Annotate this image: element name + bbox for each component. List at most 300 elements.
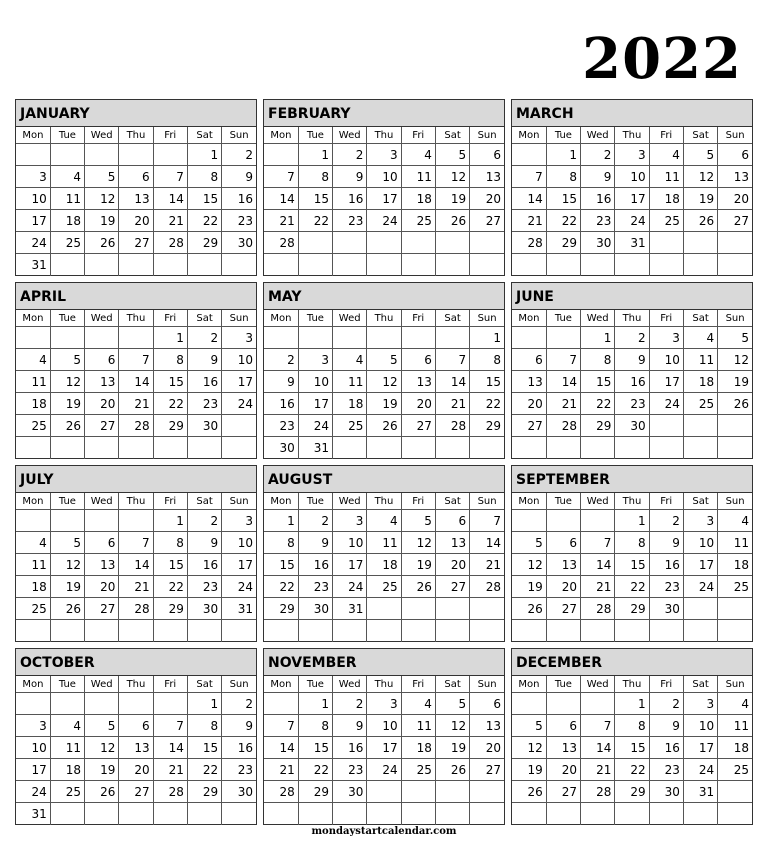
week-row	[264, 554, 504, 576]
day-cell	[187, 254, 221, 276]
day-cell: 31	[16, 803, 50, 825]
day-cell: 14	[512, 188, 546, 210]
week-row	[16, 510, 256, 532]
day-cell	[153, 620, 187, 642]
week-row	[264, 210, 504, 232]
week-row	[512, 598, 752, 620]
month-name: DECEMBER	[512, 649, 752, 676]
week-row	[264, 781, 504, 803]
day-cell: 17	[333, 554, 367, 576]
weekday-header-row	[16, 676, 256, 693]
day-cell: 10	[367, 715, 401, 737]
day-cell: 9	[581, 166, 615, 188]
month-table	[512, 493, 752, 642]
day-cell: 12	[683, 166, 717, 188]
day-cell: 22	[546, 210, 580, 232]
day-cell: 6	[718, 144, 752, 166]
weekday-label: Tue	[546, 310, 580, 327]
weekday-label: Tue	[298, 127, 332, 144]
day-cell: 22	[298, 759, 332, 781]
day-cell: 26	[50, 415, 84, 437]
day-cell: 19	[50, 393, 84, 415]
day-cell: 21	[153, 759, 187, 781]
day-cell: 17	[16, 759, 50, 781]
weekday-label: Mon	[16, 493, 50, 510]
day-cell: 30	[581, 232, 615, 254]
day-cell	[401, 327, 435, 349]
day-cell: 8	[546, 166, 580, 188]
week-row	[512, 693, 752, 715]
day-cell	[50, 803, 84, 825]
day-cell	[367, 327, 401, 349]
day-cell: 23	[187, 393, 221, 415]
week-row	[512, 532, 752, 554]
day-cell: 13	[512, 371, 546, 393]
day-cell: 4	[718, 510, 752, 532]
day-cell: 28	[581, 781, 615, 803]
weekday-label: Tue	[546, 127, 580, 144]
day-cell: 17	[649, 371, 683, 393]
week-row	[16, 371, 256, 393]
weekday-label: Thu	[367, 127, 401, 144]
day-cell: 14	[153, 188, 187, 210]
day-cell: 28	[470, 576, 504, 598]
month-table	[512, 676, 752, 825]
day-cell	[153, 437, 187, 459]
week-row	[264, 737, 504, 759]
day-cell	[119, 620, 153, 642]
week-row	[512, 415, 752, 437]
week-row	[264, 166, 504, 188]
day-cell	[153, 254, 187, 276]
day-cell: 20	[718, 188, 752, 210]
day-cell: 22	[615, 576, 649, 598]
day-cell	[649, 232, 683, 254]
day-cell	[401, 254, 435, 276]
day-cell: 5	[512, 715, 546, 737]
day-cell: 21	[119, 393, 153, 415]
month-table	[512, 310, 752, 459]
day-cell: 20	[546, 576, 580, 598]
month-name: JULY	[16, 466, 256, 493]
day-cell	[85, 620, 119, 642]
weekday-label: Fri	[649, 127, 683, 144]
week-row	[16, 737, 256, 759]
week-row	[512, 576, 752, 598]
day-cell: 18	[718, 554, 752, 576]
weekday-label: Tue	[50, 127, 84, 144]
day-cell: 3	[367, 693, 401, 715]
day-cell	[435, 232, 469, 254]
day-cell: 11	[683, 349, 717, 371]
day-cell	[333, 620, 367, 642]
day-cell: 18	[367, 554, 401, 576]
day-cell	[85, 144, 119, 166]
day-cell: 22	[615, 759, 649, 781]
weekday-label: Thu	[119, 493, 153, 510]
weekday-label: Sun	[470, 493, 504, 510]
week-row	[264, 232, 504, 254]
week-row	[16, 437, 256, 459]
day-cell: 19	[85, 210, 119, 232]
weekday-label: Fri	[649, 676, 683, 693]
day-cell	[718, 415, 752, 437]
day-cell: 16	[264, 393, 298, 415]
week-row	[264, 759, 504, 781]
day-cell: 1	[153, 327, 187, 349]
day-cell: 29	[470, 415, 504, 437]
day-cell: 19	[512, 759, 546, 781]
weekday-label: Wed	[333, 676, 367, 693]
day-cell: 17	[683, 554, 717, 576]
day-cell: 20	[546, 759, 580, 781]
day-cell	[367, 620, 401, 642]
weekday-label: Sat	[683, 493, 717, 510]
day-cell	[718, 620, 752, 642]
day-cell: 24	[298, 415, 332, 437]
weekday-header-row	[512, 127, 752, 144]
weekday-label: Mon	[16, 310, 50, 327]
day-cell	[16, 510, 50, 532]
day-cell: 6	[546, 715, 580, 737]
day-cell: 18	[50, 210, 84, 232]
day-cell: 4	[683, 327, 717, 349]
day-cell: 5	[435, 693, 469, 715]
day-cell: 2	[187, 327, 221, 349]
day-cell	[298, 803, 332, 825]
day-cell: 16	[222, 737, 256, 759]
day-cell: 24	[222, 576, 256, 598]
day-cell	[264, 144, 298, 166]
day-cell	[546, 327, 580, 349]
day-cell	[85, 327, 119, 349]
day-cell	[119, 510, 153, 532]
weekday-header-row	[16, 493, 256, 510]
day-cell: 23	[649, 576, 683, 598]
day-cell: 7	[470, 510, 504, 532]
week-row	[512, 166, 752, 188]
month-table	[16, 310, 256, 459]
day-cell: 30	[615, 415, 649, 437]
day-cell	[153, 693, 187, 715]
day-cell: 1	[581, 327, 615, 349]
day-cell: 10	[16, 737, 50, 759]
day-cell: 27	[546, 598, 580, 620]
day-cell	[333, 803, 367, 825]
weekday-label: Sun	[222, 310, 256, 327]
weekday-label: Sun	[222, 127, 256, 144]
day-cell: 30	[187, 415, 221, 437]
day-cell: 5	[683, 144, 717, 166]
day-cell	[546, 803, 580, 825]
weekday-header-row	[264, 676, 504, 693]
day-cell: 28	[581, 598, 615, 620]
day-cell: 20	[512, 393, 546, 415]
day-cell: 2	[298, 510, 332, 532]
day-cell: 2	[222, 144, 256, 166]
weekday-label: Mon	[512, 676, 546, 693]
day-cell: 12	[85, 188, 119, 210]
day-cell: 23	[333, 759, 367, 781]
day-cell	[581, 254, 615, 276]
day-cell: 1	[298, 144, 332, 166]
day-cell: 25	[718, 576, 752, 598]
week-row	[512, 188, 752, 210]
day-cell: 11	[16, 371, 50, 393]
day-cell: 23	[264, 415, 298, 437]
day-cell: 18	[683, 371, 717, 393]
day-cell: 28	[153, 781, 187, 803]
day-cell: 14	[546, 371, 580, 393]
day-cell: 29	[153, 598, 187, 620]
week-row	[264, 715, 504, 737]
week-row	[512, 759, 752, 781]
week-row	[264, 393, 504, 415]
day-cell: 15	[546, 188, 580, 210]
day-cell: 11	[401, 715, 435, 737]
month-table	[512, 127, 752, 276]
day-cell: 9	[222, 166, 256, 188]
day-cell	[333, 437, 367, 459]
day-cell	[649, 620, 683, 642]
day-cell	[298, 620, 332, 642]
month-april	[15, 282, 257, 459]
day-cell: 30	[222, 232, 256, 254]
day-cell: 3	[615, 144, 649, 166]
day-cell: 8	[187, 715, 221, 737]
day-cell	[367, 803, 401, 825]
day-cell: 20	[85, 576, 119, 598]
day-cell: 3	[649, 327, 683, 349]
day-cell: 18	[718, 737, 752, 759]
day-cell	[683, 803, 717, 825]
day-cell: 14	[119, 554, 153, 576]
day-cell	[333, 327, 367, 349]
week-row	[16, 232, 256, 254]
weekday-label: Thu	[119, 127, 153, 144]
day-cell: 5	[50, 349, 84, 371]
week-row	[264, 803, 504, 825]
day-cell: 18	[401, 737, 435, 759]
day-cell: 21	[581, 759, 615, 781]
weekday-label: Sun	[470, 127, 504, 144]
day-cell: 5	[85, 715, 119, 737]
weekday-label: Sun	[222, 493, 256, 510]
weekday-label: Mon	[264, 493, 298, 510]
day-cell: 4	[649, 144, 683, 166]
month-name: APRIL	[16, 283, 256, 310]
day-cell: 15	[615, 554, 649, 576]
day-cell	[222, 620, 256, 642]
weekday-label: Fri	[153, 127, 187, 144]
day-cell	[683, 598, 717, 620]
day-cell: 26	[435, 210, 469, 232]
day-cell: 13	[119, 737, 153, 759]
day-cell: 6	[546, 532, 580, 554]
day-cell: 19	[435, 737, 469, 759]
day-cell: 5	[718, 327, 752, 349]
weekday-header-row	[264, 310, 504, 327]
weekday-label: Sat	[435, 310, 469, 327]
weekday-label: Wed	[333, 310, 367, 327]
day-cell: 5	[512, 532, 546, 554]
weekday-label: Thu	[367, 493, 401, 510]
day-cell: 6	[85, 532, 119, 554]
day-cell	[470, 781, 504, 803]
month-table	[264, 493, 504, 642]
day-cell: 12	[50, 554, 84, 576]
month-table	[264, 127, 504, 276]
weekday-label: Wed	[581, 676, 615, 693]
day-cell: 2	[333, 693, 367, 715]
day-cell: 13	[119, 188, 153, 210]
day-cell: 22	[298, 210, 332, 232]
day-cell: 27	[470, 210, 504, 232]
day-cell: 30	[298, 598, 332, 620]
day-cell: 23	[333, 210, 367, 232]
day-cell: 14	[264, 188, 298, 210]
day-cell	[119, 693, 153, 715]
day-cell	[435, 620, 469, 642]
day-cell	[85, 510, 119, 532]
month-name: AUGUST	[264, 466, 504, 493]
weekday-label: Wed	[333, 493, 367, 510]
weekday-header-row	[264, 493, 504, 510]
day-cell: 3	[16, 715, 50, 737]
day-cell: 21	[546, 393, 580, 415]
day-cell: 10	[649, 349, 683, 371]
day-cell: 25	[50, 781, 84, 803]
day-cell: 15	[615, 737, 649, 759]
day-cell: 14	[581, 737, 615, 759]
day-cell	[512, 620, 546, 642]
day-cell: 4	[333, 349, 367, 371]
week-row	[512, 510, 752, 532]
day-cell: 1	[615, 510, 649, 532]
day-cell: 4	[50, 715, 84, 737]
day-cell: 26	[85, 232, 119, 254]
weekday-label: Mon	[264, 676, 298, 693]
day-cell	[187, 803, 221, 825]
day-cell	[298, 254, 332, 276]
week-row	[264, 349, 504, 371]
day-cell: 21	[470, 554, 504, 576]
day-cell: 11	[367, 532, 401, 554]
day-cell: 31	[298, 437, 332, 459]
weekday-label: Sat	[683, 127, 717, 144]
day-cell: 27	[401, 415, 435, 437]
day-cell: 17	[367, 737, 401, 759]
day-cell: 22	[470, 393, 504, 415]
day-cell: 15	[153, 554, 187, 576]
day-cell: 15	[264, 554, 298, 576]
day-cell	[50, 144, 84, 166]
weekday-label: Fri	[649, 493, 683, 510]
day-cell: 14	[470, 532, 504, 554]
week-row	[512, 803, 752, 825]
week-row	[16, 166, 256, 188]
day-cell: 23	[649, 759, 683, 781]
day-cell: 4	[16, 349, 50, 371]
day-cell	[222, 437, 256, 459]
day-cell: 10	[683, 715, 717, 737]
day-cell	[512, 437, 546, 459]
weekday-label: Sat	[435, 127, 469, 144]
day-cell: 16	[615, 371, 649, 393]
day-cell	[435, 254, 469, 276]
day-cell: 28	[153, 232, 187, 254]
day-cell: 18	[16, 576, 50, 598]
week-row	[264, 598, 504, 620]
month-table	[264, 676, 504, 825]
week-row	[16, 349, 256, 371]
day-cell: 17	[222, 371, 256, 393]
day-cell	[16, 327, 50, 349]
day-cell	[298, 327, 332, 349]
day-cell: 16	[333, 737, 367, 759]
day-cell: 9	[298, 532, 332, 554]
day-cell: 30	[264, 437, 298, 459]
weekday-label: Thu	[615, 676, 649, 693]
day-cell	[581, 620, 615, 642]
day-cell	[581, 693, 615, 715]
weekday-label: Mon	[264, 310, 298, 327]
week-row	[16, 576, 256, 598]
day-cell	[649, 437, 683, 459]
day-cell: 29	[615, 598, 649, 620]
day-cell	[153, 803, 187, 825]
day-cell: 26	[50, 598, 84, 620]
weekday-label: Tue	[50, 676, 84, 693]
month-name: MAY	[264, 283, 504, 310]
day-cell: 14	[119, 371, 153, 393]
day-cell: 6	[512, 349, 546, 371]
day-cell: 25	[401, 210, 435, 232]
day-cell: 1	[153, 510, 187, 532]
day-cell: 21	[581, 576, 615, 598]
day-cell: 16	[187, 371, 221, 393]
day-cell: 17	[222, 554, 256, 576]
day-cell: 29	[187, 232, 221, 254]
day-cell: 13	[718, 166, 752, 188]
day-cell: 11	[333, 371, 367, 393]
weekday-label: Thu	[367, 676, 401, 693]
weekday-label: Sun	[718, 310, 752, 327]
day-cell	[512, 803, 546, 825]
weekday-label: Sat	[683, 310, 717, 327]
day-cell: 5	[401, 510, 435, 532]
day-cell	[119, 144, 153, 166]
day-cell: 9	[222, 715, 256, 737]
day-cell: 30	[649, 781, 683, 803]
month-name: FEBRUARY	[264, 100, 504, 127]
month-table	[264, 310, 504, 459]
day-cell	[512, 254, 546, 276]
day-cell: 12	[435, 715, 469, 737]
day-cell	[470, 598, 504, 620]
week-row	[16, 254, 256, 276]
day-cell	[470, 620, 504, 642]
day-cell: 31	[333, 598, 367, 620]
day-cell	[187, 437, 221, 459]
day-cell: 7	[264, 166, 298, 188]
day-cell: 2	[222, 693, 256, 715]
day-cell: 3	[298, 349, 332, 371]
day-cell: 25	[718, 759, 752, 781]
day-cell: 19	[718, 371, 752, 393]
day-cell: 28	[512, 232, 546, 254]
day-cell: 12	[435, 166, 469, 188]
